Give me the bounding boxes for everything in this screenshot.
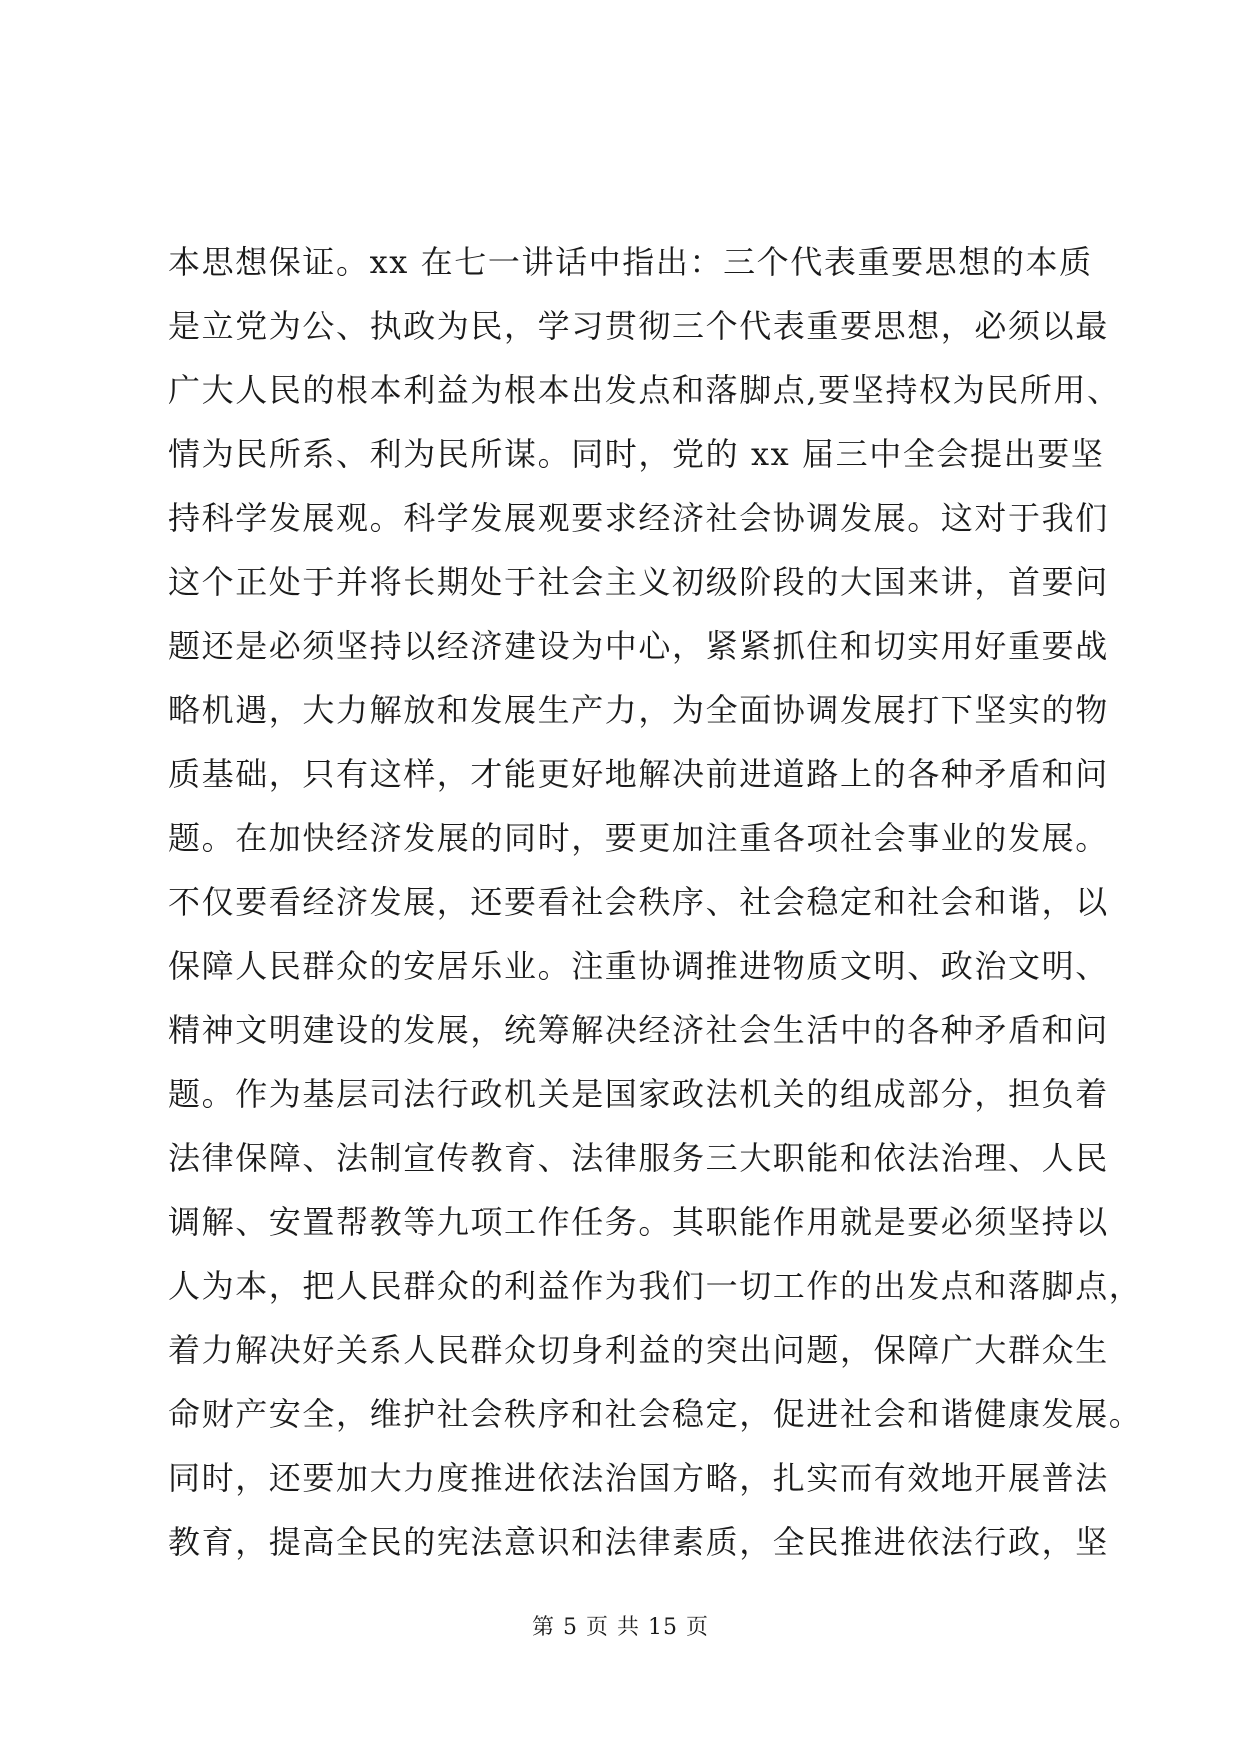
text-line-20: 同时，还要加大力度推进依法治国方略，扎实而有效地开展普法 <box>168 1459 1109 1497</box>
text-line-2: 是立党为公、执政为民，学习贯彻三个代表重要思想，必须以最 <box>168 307 1109 345</box>
text-line-11: 不仅要看经济发展，还要看社会秩序、社会稳定和社会和谐，以 <box>168 883 1109 921</box>
text-line-10: 题。在加快经济发展的同时，要更加注重各项社会事业的发展。 <box>168 819 1109 857</box>
text-line-18: 着力解决好关系人民群众切身利益的突出问题，保障广大群众生 <box>168 1331 1109 1369</box>
text-line-5: 持科学发展观。科学发展观要求经济社会协调发展。这对于我们 <box>168 499 1109 537</box>
page-number-footer: 第 5 页 共 15 页 <box>532 1615 709 1640</box>
text-line-3: 广大人民的根本利益为根本出发点和落脚点,要坚持权为民所用、 <box>168 371 1121 409</box>
text-line-8: 略机遇，大力解放和发展生产力，为全面协调发展打下坚实的物 <box>168 691 1109 729</box>
text-line-19: 命财产安全，维护社会秩序和社会稳定，促进社会和谐健康发展。 <box>168 1395 1143 1433</box>
text-line-16: 调解、安置帮教等九项工作任务。其职能作用就是要必须坚持以 <box>168 1203 1109 1241</box>
text-line-12: 保障人民群众的安居乐业。注重协调推进物质文明、政治文明、 <box>168 947 1109 985</box>
text-line-14: 题。作为基层司法行政机关是国家政法机关的组成部分，担负着 <box>168 1075 1109 1113</box>
text-line-6: 这个正处于并将长期处于社会主义初级阶段的大国来讲，首要问 <box>168 563 1109 601</box>
text-line-4: 情为民所系、利为民所谋。同时，党的 xx 届三中全会提出要坚 <box>168 435 1105 473</box>
text-line-1: 本思想保证。xx 在七一讲话中指出：三个代表重要思想的本质 <box>168 243 1093 281</box>
text-line-7: 题还是必须坚持以经济建设为中心，紧紧抓住和切实用好重要战 <box>168 627 1109 665</box>
text-line-17: 人为本，把人民群众的利益作为我们一切工作的出发点和落脚点， <box>168 1267 1143 1305</box>
text-line-15: 法律保障、法制宣传教育、法律服务三大职能和依法治理、人民 <box>168 1139 1109 1177</box>
text-line-13: 精神文明建设的发展，统筹解决经济社会生活中的各种矛盾和问 <box>168 1011 1109 1049</box>
text-line-21: 教育，提高全民的宪法意识和法律素质，全民推进依法行政，坚 <box>168 1523 1109 1561</box>
text-line-9: 质基础，只有这样，才能更好地解决前进道路上的各种矛盾和问 <box>168 755 1109 793</box>
body-text <box>168 230 1143 1574</box>
